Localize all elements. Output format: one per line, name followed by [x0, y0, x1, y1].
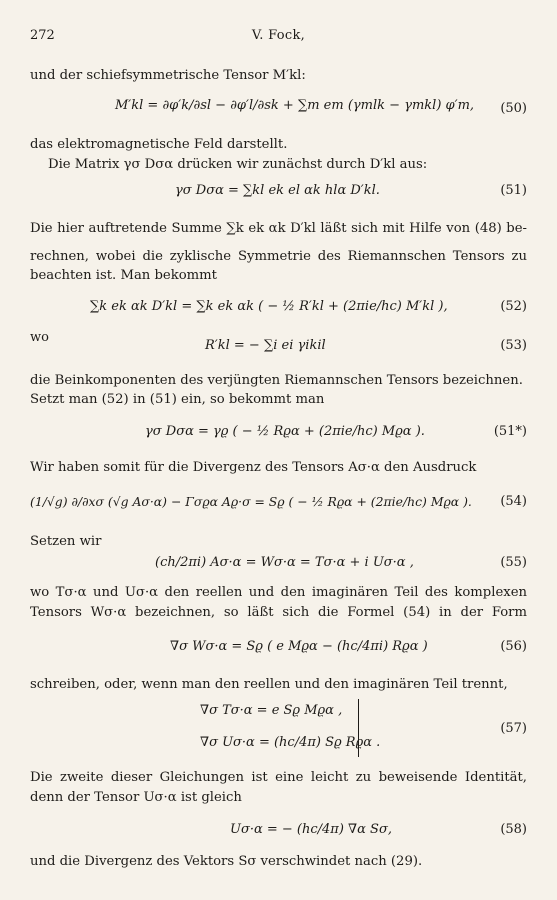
equation-number-55: (55) [500, 555, 527, 570]
equation-number-50: (50) [500, 101, 527, 116]
equation-number-54: (54) [500, 494, 527, 509]
equation-56-body: ∇σ Wσ·α = Sϱ ( e Mϱα − (hc/4πi) Rϱα ) [170, 639, 428, 654]
text-line-7: die Beinkomponenten des verjüngten Riemannschen Tensors bezeichnen. [30, 373, 523, 388]
text-line-9: Wir haben somit für die Divergenz des Tensors Aσ·α den Ausdruck [30, 460, 477, 475]
equation-53 [30, 330, 527, 368]
equation-51-body: γσ Dσα = ∑kl ek el αk hlα D′kl. [175, 183, 380, 198]
text-line-15: denn der Tensor Uσ·α ist gleich [30, 790, 242, 805]
equation-number-53: (53) [500, 338, 527, 353]
text-line-16: und die Divergenz des Vektors Sσ verschwindet nach (29). [30, 854, 423, 869]
equation-51-star-body: γσ Dσα = γϱ ( − ½ Rϱα + (2πie/hc) Mϱα ). [145, 424, 425, 439]
equation-55-body: (ch/2πi) Aσ·α = Wσ·α = Tσ·α + i Uσ·α , [155, 555, 414, 570]
text-line-6: beachten ist. Man bekommt [30, 268, 217, 283]
equation-57b-body: ∇σ Uσ·α = (hc/4π) Sϱ Rϱα . [200, 735, 381, 750]
equation-50-body: M′kl = ∂φ′k/∂sl − ∂φ′l/∂sk + ∑m em (γmlk − γmkl) φ′m, [115, 98, 475, 113]
text-line-1: und der schiefsymmetrische Tensor M′kl: [30, 68, 306, 83]
equation-51 [30, 180, 527, 210]
equation-52 [30, 290, 527, 330]
equation-number-58: (58) [500, 822, 527, 837]
page-header [30, 28, 527, 46]
text-line-8: Setzt man (52) in (51) ein, so bekommt man [30, 392, 325, 407]
equation-number-51: (51) [500, 183, 527, 198]
equation-51-star [30, 412, 527, 450]
text-line-11: wo Tσ·α und Uσ·α den reellen und den imaginären Teil des komplexen [30, 585, 527, 600]
text-line-14: Die zweite dieser Gleichungen ist eine leicht zu beweisende Identität, [30, 770, 527, 785]
text-line-4: Die hier auftretende Summe ∑k ek αk D′kl läßt sich mit Hilfe von (48) be- [30, 221, 527, 236]
equation-57a-body: ∇σ Tσ·α = e Sϱ Mϱα , [200, 703, 343, 718]
equation-58-body: Uσ·α = − (hc/4π) ∇α Sσ, [230, 822, 392, 837]
page-number: 272 [30, 28, 55, 43]
equation-50 [30, 92, 527, 130]
text-line-13: schreiben, oder, wenn man den reellen und den imaginären Teil trennt, [30, 677, 508, 692]
text-line-2: das elektromagnetische Feld darstellt. [30, 137, 288, 152]
running-head: V. Fock, [251, 28, 306, 43]
equation-56 [30, 626, 527, 666]
equation-58 [30, 810, 527, 850]
equation-54 [30, 482, 527, 522]
equation-53-body: R′kl = − ∑i ei γikil [205, 338, 326, 353]
equation-number-51-star: (51*) [493, 424, 527, 439]
equation-number-52: (52) [500, 299, 527, 314]
equation-57-brace [358, 699, 359, 757]
equation-57 [30, 697, 527, 765]
text-line-10: Setzen wir [30, 534, 102, 549]
equation-number-57: (57) [500, 721, 527, 736]
text-line-3: Die Matrix γσ Dσα drücken wir zunächst durch D′kl aus: [48, 157, 428, 172]
equation-52-body: ∑k ek αk D′kl = ∑k ek αk ( − ½ R′kl + (2πie/hc) M′kl ), [90, 299, 448, 314]
equation-55 [30, 545, 527, 581]
equation-number-56: (56) [500, 639, 527, 654]
text-word-wo: wo [30, 330, 49, 345]
equation-54-body: (1/√g) ∂/∂xσ (√g Aσ·α) − Γσϱα Aϱ·σ = Sϱ ( − ½ Rϱα + (2πie/hc) Mϱα ). [30, 494, 472, 509]
text-line-12: Tensors Wσ·α bezeichnen, so läßt sich die Formel (54) in der Form [30, 605, 527, 620]
text-line-5: rechnen, wobei die zyklische Symmetrie des Riemannschen Tensors zu [30, 249, 527, 264]
